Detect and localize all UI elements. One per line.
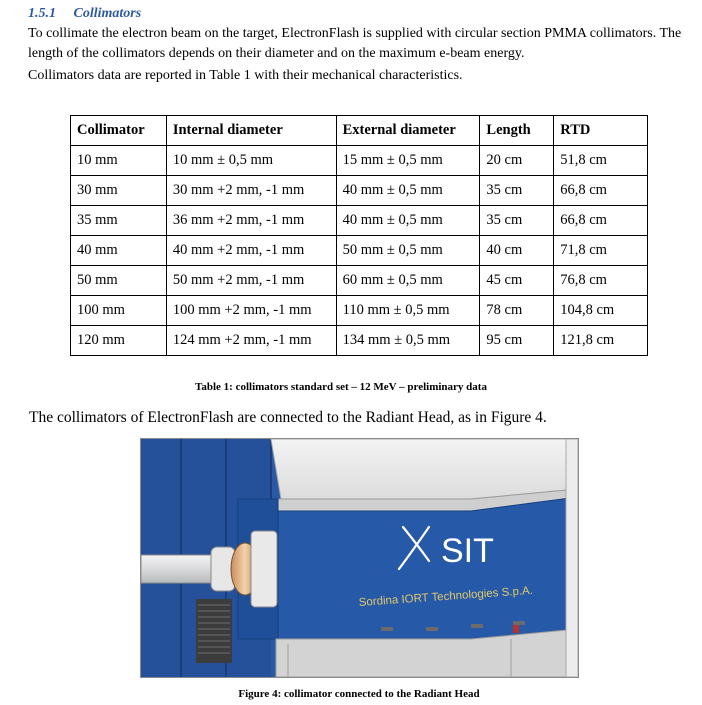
cell-rtd: 76,8 cm: [554, 266, 648, 296]
table-row: [71, 266, 648, 296]
figure-caption: Figure 4: collimator connected to the Radiant Head: [238, 688, 480, 700]
column-header-collimator: Collimator: [71, 116, 167, 146]
section-number: 1.5.1: [28, 6, 56, 21]
column-header-length: Length: [480, 116, 554, 146]
figure-intro-paragraph: The collimators of ElectronFlash are connected to the Radiant Head, as in Figure 4.: [29, 409, 547, 426]
cell-internal-diameter: 30 mm +2 mm, -1 mm: [166, 176, 336, 206]
table-row: [71, 206, 648, 236]
cell-external-diameter: 110 mm ± 0,5 mm: [336, 296, 480, 326]
column-header-rtd: RTD: [554, 116, 648, 146]
cell-external-diameter: 134 mm ± 0,5 mm: [336, 326, 480, 356]
collimators-table: [70, 115, 648, 356]
cell-external-diameter: 40 mm ± 0,5 mm: [336, 176, 480, 206]
cell-length: 35 cm: [480, 206, 554, 236]
radiant-head-illustration: [141, 439, 578, 677]
cell-external-diameter: 15 mm ± 0,5 mm: [336, 146, 480, 176]
cell-length: 95 cm: [480, 326, 554, 356]
head-top-cover: [271, 439, 578, 499]
table-row: [71, 236, 648, 266]
cell-length: 35 cm: [480, 176, 554, 206]
mounting-bracket: [251, 531, 277, 607]
table-header-row: [71, 116, 648, 146]
radiant-head-figure: [140, 438, 579, 678]
cell-rtd: 71,8 cm: [554, 236, 648, 266]
cell-internal-diameter: 124 mm +2 mm, -1 mm: [166, 326, 336, 356]
intro-paragraph: To collimate the electron beam on the target, ElectronFlash is supplied with circular section PMMA collimators. The length of the collimators depends on their diameter and on the maximum e-beam energy.: [28, 26, 682, 61]
table-row: [71, 296, 648, 326]
cell-rtd: 121,8 cm: [554, 326, 648, 356]
cell-external-diameter: 60 mm ± 0,5 mm: [336, 266, 480, 296]
cell-external-diameter: 40 mm ± 0,5 mm: [336, 206, 480, 236]
logo-subtitle: Sordina IORT Technologies S.p.A.: [358, 584, 534, 609]
section-heading: [28, 6, 141, 22]
table-caption: Table 1: collimators standard set – 12 MeV – preliminary data: [195, 381, 487, 393]
column-header-external-diameter: External diameter: [336, 116, 480, 146]
logo-text: SIT: [441, 532, 494, 570]
cell-length: 45 cm: [480, 266, 554, 296]
cell-length: 40 cm: [480, 236, 554, 266]
cell-internal-diameter: 50 mm +2 mm, -1 mm: [166, 266, 336, 296]
column-header-internal-diameter: Internal diameter: [166, 116, 336, 146]
cell-length: 78 cm: [480, 296, 554, 326]
table-row: [71, 146, 648, 176]
cell-rtd: 66,8 cm: [554, 206, 648, 236]
head-front-panel: [276, 497, 578, 639]
table-row: [71, 326, 648, 356]
cell-internal-diameter: 10 mm ± 0,5 mm: [166, 146, 336, 176]
cell-collimator: 120 mm: [71, 326, 167, 356]
table-reference-paragraph: Collimators data are reported in Table 1 with their mechanical characteristics.: [28, 68, 463, 83]
cell-rtd: 66,8 cm: [554, 176, 648, 206]
cell-collimator: 10 mm: [71, 146, 167, 176]
cell-internal-diameter: 40 mm +2 mm, -1 mm: [166, 236, 336, 266]
cell-collimator: 50 mm: [71, 266, 167, 296]
cell-external-diameter: 50 mm ± 0,5 mm: [336, 236, 480, 266]
section-title: Collimators: [73, 6, 142, 21]
cell-collimator: 35 mm: [71, 206, 167, 236]
cell-collimator: 40 mm: [71, 236, 167, 266]
cell-rtd: 51,8 cm: [554, 146, 648, 176]
cell-length: 20 cm: [480, 146, 554, 176]
table-row: [71, 176, 648, 206]
cell-collimator: 100 mm: [71, 296, 167, 326]
cell-internal-diameter: 36 mm +2 mm, -1 mm: [166, 206, 336, 236]
cell-rtd: 104,8 cm: [554, 296, 648, 326]
cell-collimator: 30 mm: [71, 176, 167, 206]
cell-internal-diameter: 100 mm +2 mm, -1 mm: [166, 296, 336, 326]
